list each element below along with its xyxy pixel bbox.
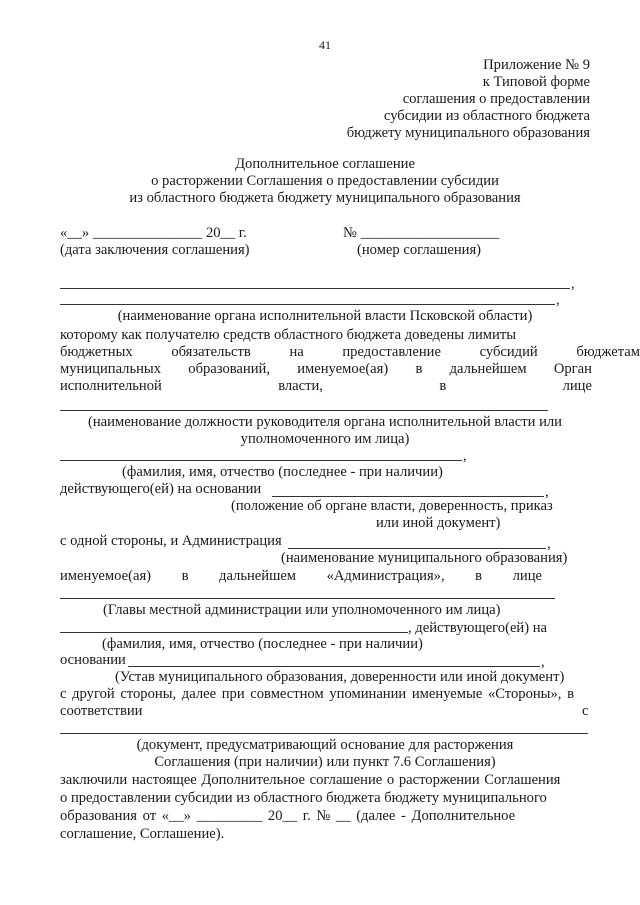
blank-line: [60, 304, 555, 305]
head-caption: (наименование должности руководителя органа исполнительной власти или: [88, 414, 562, 430]
acting-label: , действующего(ей) на: [408, 620, 548, 636]
basis-caption: (положение об органе власти, доверенность, приказ: [231, 498, 553, 514]
p1-line-justified: муниципальных образований, именуемое(ая) в дальнейшем Орган: [60, 361, 592, 377]
blank-line: [60, 632, 408, 633]
page-number: 41: [319, 38, 331, 52]
title-line: Дополнительное соглашение: [235, 156, 415, 172]
p3-line: соглашение, Соглашение).: [60, 826, 225, 842]
blank-line: [60, 410, 548, 411]
blank-line: [272, 496, 544, 497]
organ-caption: (наименование органа исполнительной власти Псковской области): [117, 308, 533, 324]
p3-line: о предоставлении субсидии из областного бюджета бюджету муниципального: [60, 790, 547, 806]
termination-caption: Соглашения (при наличии) или пункт 7.6 Соглашения): [154, 754, 496, 770]
number-caption: (номер соглашения): [357, 242, 482, 258]
p1-line-justified: исполнительной власти, в лице: [60, 378, 592, 394]
mun-caption: (наименование муниципального образования): [281, 550, 568, 566]
p2-line: соответствии: [60, 703, 143, 719]
basis-label: основании: [60, 652, 126, 668]
appendix-line: Приложение № 9: [483, 57, 590, 73]
fio-caption: (фамилия, имя, отчество (последнее - при наличии): [122, 464, 443, 480]
appendix-line: соглашения о предоставлении: [402, 91, 590, 107]
title-line: о расторжении Соглашения о предоставлении субсидии: [151, 173, 499, 189]
basis-caption: или иной документ): [376, 515, 501, 531]
admin-intro: с одной стороны, и Администрация: [60, 533, 282, 549]
charter-caption: (Устав муниципального образования, доверенности или иной документ): [115, 669, 565, 685]
blank-line: [60, 733, 588, 734]
acting-label: действующего(ей) на основании: [60, 481, 262, 497]
termination-caption: (документ, предусматривающий основание для расторжения: [136, 737, 514, 753]
appendix-line: к Типовой форме: [482, 74, 590, 90]
appendix-line: бюджету муниципального образования: [346, 125, 590, 141]
p1-line: которому как получателю средств областного бюджета доведены лимиты: [60, 327, 517, 343]
head-admin-caption: (Главы местной администрации или уполномоченного им лица): [103, 602, 501, 618]
blank-line: [60, 460, 462, 461]
blank-line: [60, 288, 570, 289]
date-caption: (дата заключения соглашения): [60, 242, 250, 258]
p3-line: заключили настоящее Дополнительное соглашение о расторжении Соглашения: [60, 772, 561, 788]
blank-line: [288, 548, 546, 549]
title-line: из областного бюджета бюджету муниципального образования: [129, 190, 521, 206]
p3-line: образования от «__» _________ 20__ г. № __ (далее - Дополнительное: [60, 808, 516, 824]
head-caption: уполномоченного им лица): [240, 431, 410, 447]
named-line-justified: именуемое(ая) в дальнейшем «Администрация», в лице: [60, 568, 542, 584]
p2-line: с другой стороны, далее при совместном упоминании именуемые «Стороны», в: [60, 686, 574, 702]
number-field: № ___________________: [343, 225, 500, 241]
p2-line-end: с: [582, 703, 589, 719]
p1-line: бюджетных обязательств на предоставление субсидий бюджетам: [60, 344, 640, 360]
blank-line: [128, 666, 540, 667]
appendix-line: субсидии из областного бюджета: [383, 108, 590, 124]
fio-caption: (фамилия, имя, отчество (последнее - при наличии): [102, 636, 423, 652]
date-field: «__» _______________ 20__ г.: [60, 225, 247, 241]
blank-line: [60, 598, 555, 599]
